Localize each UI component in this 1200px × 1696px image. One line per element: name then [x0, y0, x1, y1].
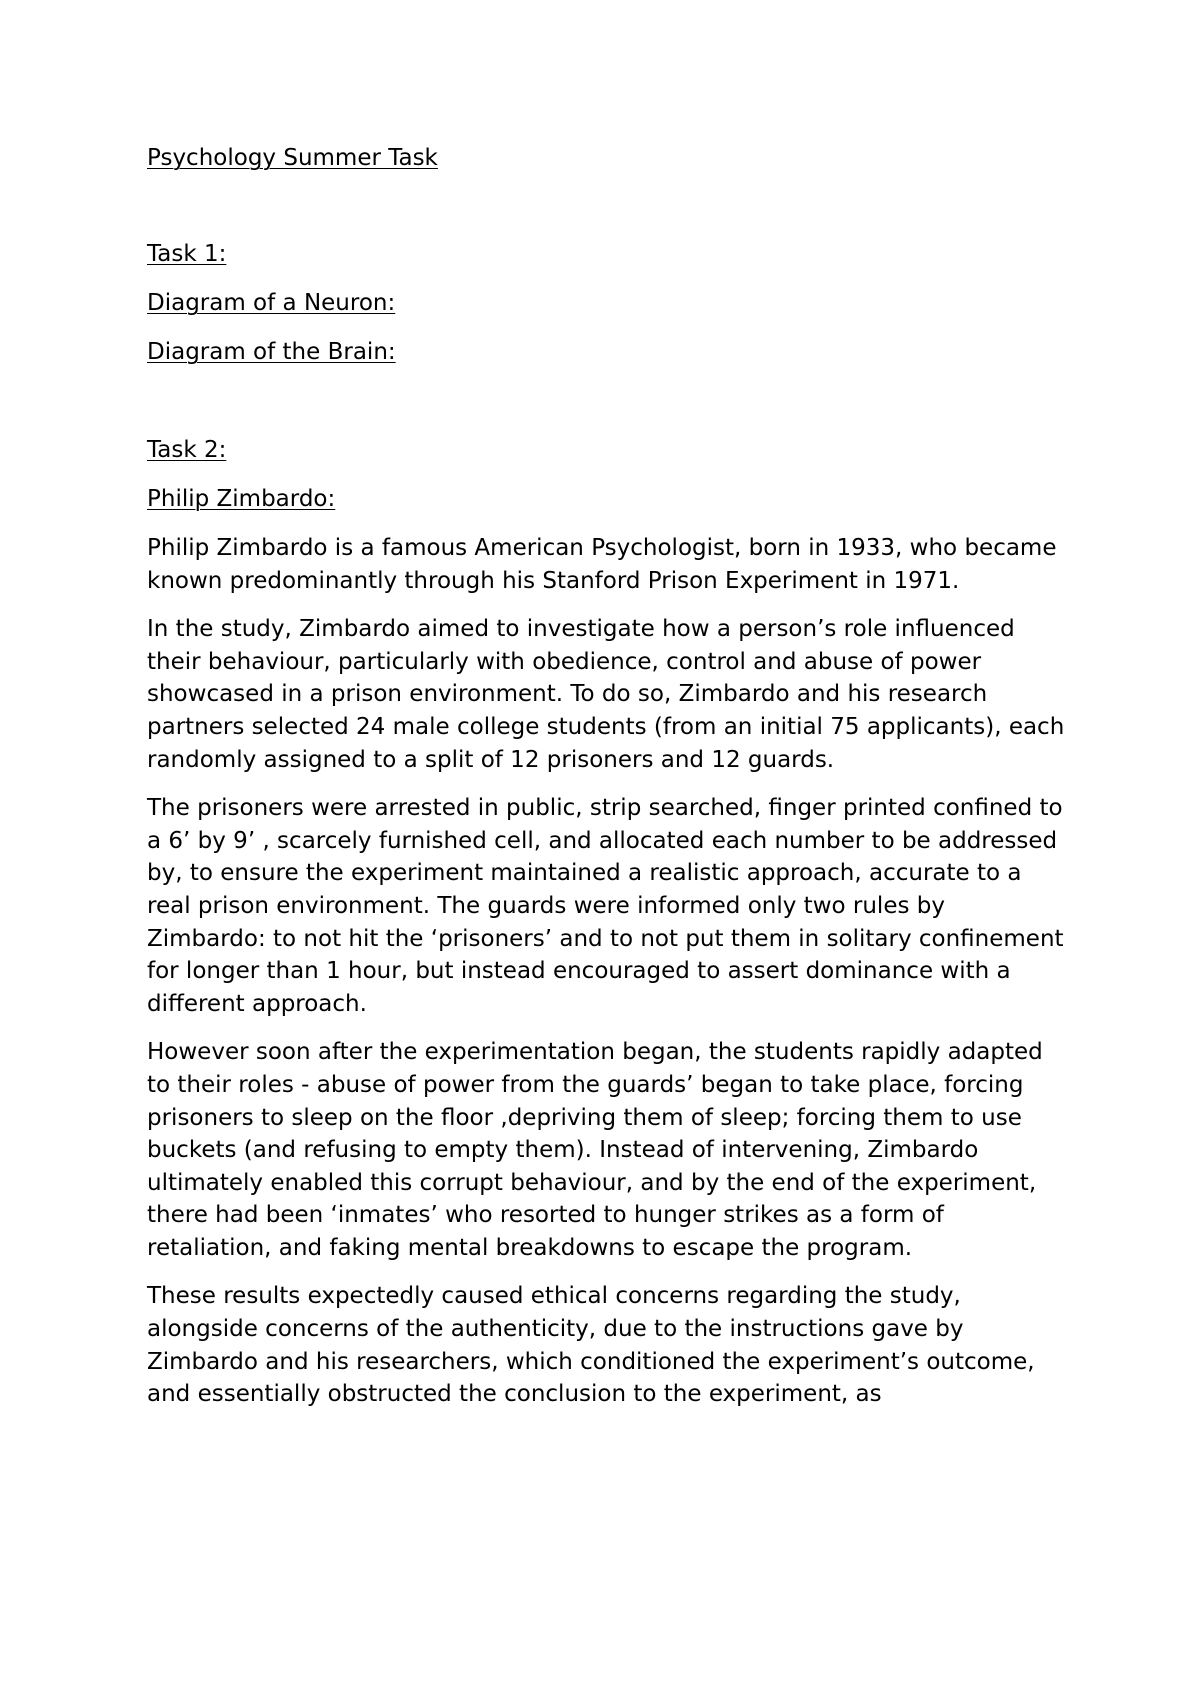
document-page [147, 142, 1067, 1427]
paragraph-prisoners: The prisoners were arrested in public, strip searched, finger printed confined to a 6’ by 9’ , scarcely furnished cell, and allocated each number to be addressed by, to ensure the experiment maintained a realistic approach, accurate to a real prison environment. The guards were informed only two rules by Zimbardo: to not hit the ‘prisoners’ and to not put them in solitary confinement for longer than 1 hour, but instead encouraged to assert dominance with a different approach. [147, 795, 1064, 1017]
brain-diagram-heading: Diagram of the Brain: [147, 339, 396, 365]
paragraph-abuse: However soon after the experimentation began, the students rapidly adapted to their roles - abuse of power from the guards’ began to take place, forcing prisoners to sleep on the floor ,depriving them of sleep; forcing them to use buckets (and refusing to empty them). Instead of intervening, Zimbardo ultimately enabled this corrupt behaviour, and by the end of the experiment, there had been ‘inmates’ who resorted to hunger strikes as a form of retaliation, and faking mental breakdowns to escape the program. [147, 1039, 1043, 1261]
paragraph-intro: Philip Zimbardo is a famous American Psychologist, born in 1933, who became known predominantly through his Stanford Prison Experiment in 1971. [147, 535, 1057, 594]
paragraph-ethics: These results expectedly caused ethical concerns regarding the study, alongside concerns of the authenticity, due to the instructions gave by Zimbardo and his researchers, which conditioned the experiment’s outcome, and essentially obstructed the conclusion to the experiment, as [147, 1283, 1035, 1408]
document-title: Psychology Summer Task [147, 145, 438, 171]
task-2-heading: Task 2: [147, 437, 227, 463]
zimbardo-heading: Philip Zimbardo: [147, 486, 336, 512]
neuron-diagram-heading: Diagram of a Neuron: [147, 290, 396, 316]
paragraph-study-aim: In the study, Zimbardo aimed to investigate how a person’s role influenced their behaviour, particularly with obedience, control and abuse of power showcased in a prison environment. To do so, Zimbardo and his research partners selected 24 male college students (from an initial 75 applicants), each randomly assigned to a split of 12 prisoners and 12 guards. [147, 616, 1065, 773]
task-1-heading: Task 1: [147, 241, 227, 267]
